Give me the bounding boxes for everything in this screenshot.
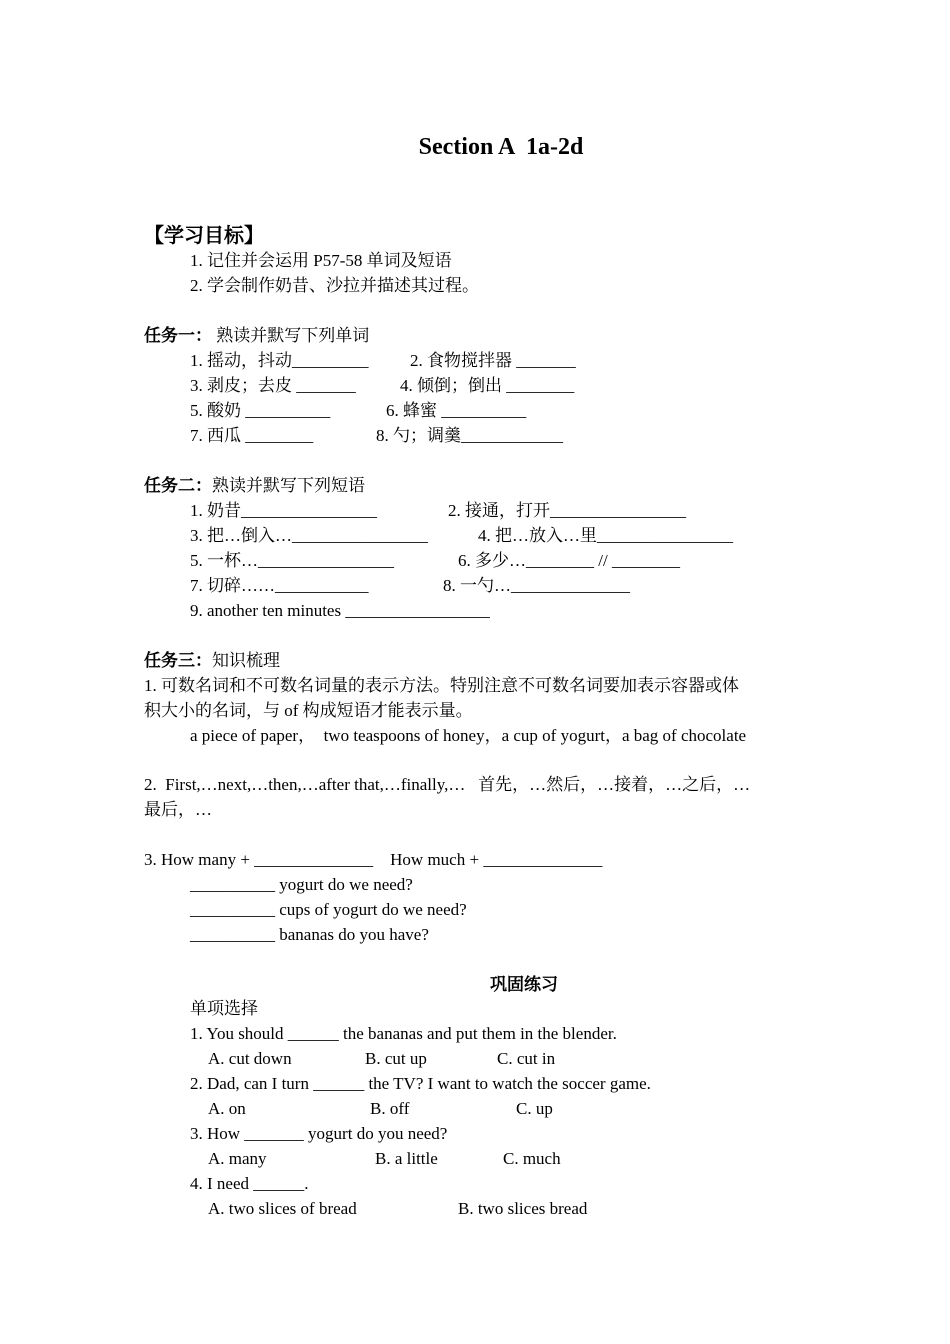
task1-row-4-right: 8. 勺；调羹____________ [376, 426, 563, 445]
question-2-option-c: C. up [516, 1099, 553, 1118]
task1-heading: 任务一： [144, 326, 212, 345]
task1-row-2-left: 3. 剥皮；去皮 _______ [190, 376, 356, 395]
question-2-option-b: B. off [370, 1099, 410, 1118]
task2-subtitle: 熟读并默写下列短语 [212, 476, 365, 495]
question-1-option-a: A. cut down [208, 1049, 292, 1068]
task1-heading-line [144, 323, 369, 348]
task2-row-4-right: 8. 一勺…______________ [443, 576, 630, 595]
question-2: 2. Dad, can I turn ______ the TV? I want to watch the soccer game. [190, 1074, 651, 1093]
task1-row-1-right: 2. 食物搅拌器 _______ [410, 351, 576, 370]
task2-row-2-left: 3. 把…倒入…________________ [190, 526, 428, 545]
task2-row-2-right: 4. 把…放入…里________________ [478, 526, 733, 545]
question-4-option-b: B. two slices bread [458, 1199, 588, 1218]
task1-row-3-left: 5. 酸奶 __________ [190, 401, 331, 420]
task3-heading-line [144, 648, 280, 673]
task2-row-4-left: 7. 切碎……___________ [190, 576, 369, 595]
practice-subheading: 单项选择 [190, 999, 258, 1018]
goals-heading: 【学习目标】 [144, 225, 264, 247]
task2-row-1-left: 1. 奶昔________________ [190, 501, 377, 520]
task3-point2-line2: 最后，… [144, 800, 212, 819]
task2-heading-line [144, 473, 365, 498]
task3-point3-item-1: __________ yogurt do we need? [190, 875, 413, 894]
task1-row-1-left: 1. 摇动，抖动_________ [190, 351, 369, 370]
question-3-option-a: A. many [208, 1149, 267, 1168]
goal-item-1: 1. 记住并会运用 P57-58 单词及短语 [190, 251, 452, 270]
task2-row-3-right: 6. 多少…________ // ________ [458, 551, 680, 570]
question-1: 1. You should ______ the bananas and put them in the blender. [190, 1024, 617, 1043]
question-1-option-c: C. cut in [497, 1049, 556, 1068]
task1-row-2-right: 4. 倾倒；倒出 ________ [400, 376, 575, 395]
question-4-option-a: A. two slices of bread [208, 1199, 357, 1218]
task3-point3-item-3: __________ bananas do you have? [190, 925, 429, 944]
task3-point1-line1: 1. 可数名词和不可数名词量的表示方法。特别注意不可数名词要加表示容器或体 [144, 676, 739, 695]
task3-subtitle: 知识梳理 [212, 651, 280, 670]
task3-point2-line1: 2. First,…next,…then,…after that,…finally,… 首先，…然后，…接着，…之后，… [144, 775, 751, 794]
task2-row-1-right: 2. 接通，打开________________ [448, 501, 686, 520]
task3-point3-item-2: __________ cups of yogurt do we need? [190, 900, 467, 919]
task2-row-5: 9. another ten minutes _________________ [190, 601, 490, 620]
question-3-option-b: B. a little [375, 1149, 438, 1168]
task3-heading: 任务三： [144, 651, 212, 670]
task3-point3: 3. How many + ______________ How much + ______________ [144, 850, 603, 869]
task2-row-3-left: 5. 一杯…________________ [190, 551, 394, 570]
task3-point1-examples: a piece of paper， two teaspoons of honey，a cup of yogurt，a bag of chocolate [190, 726, 747, 745]
question-3: 3. How _______ yogurt do you need? [190, 1124, 448, 1143]
practice-heading: 巩固练习 [490, 975, 558, 994]
page-title: Section A 1a-2d [418, 134, 584, 160]
goal-item-2: 2. 学会制作奶昔、沙拉并描述其过程。 [190, 276, 479, 295]
task3-point1-line2: 积大小的名词，与 of 构成短语才能表示量。 [144, 701, 473, 720]
question-3-option-c: C. much [503, 1149, 561, 1168]
task1-row-4-left: 7. 西瓜 ________ [190, 426, 314, 445]
question-2-option-a: A. on [208, 1099, 246, 1118]
task1-row-3-right: 6. 蜂蜜 __________ [386, 401, 527, 420]
question-4: 4. I need ______. [190, 1174, 309, 1193]
question-1-option-b: B. cut up [365, 1049, 427, 1068]
task2-heading: 任务二： [144, 476, 212, 495]
task1-subtitle: 熟读并默写下列单词 [212, 326, 370, 345]
